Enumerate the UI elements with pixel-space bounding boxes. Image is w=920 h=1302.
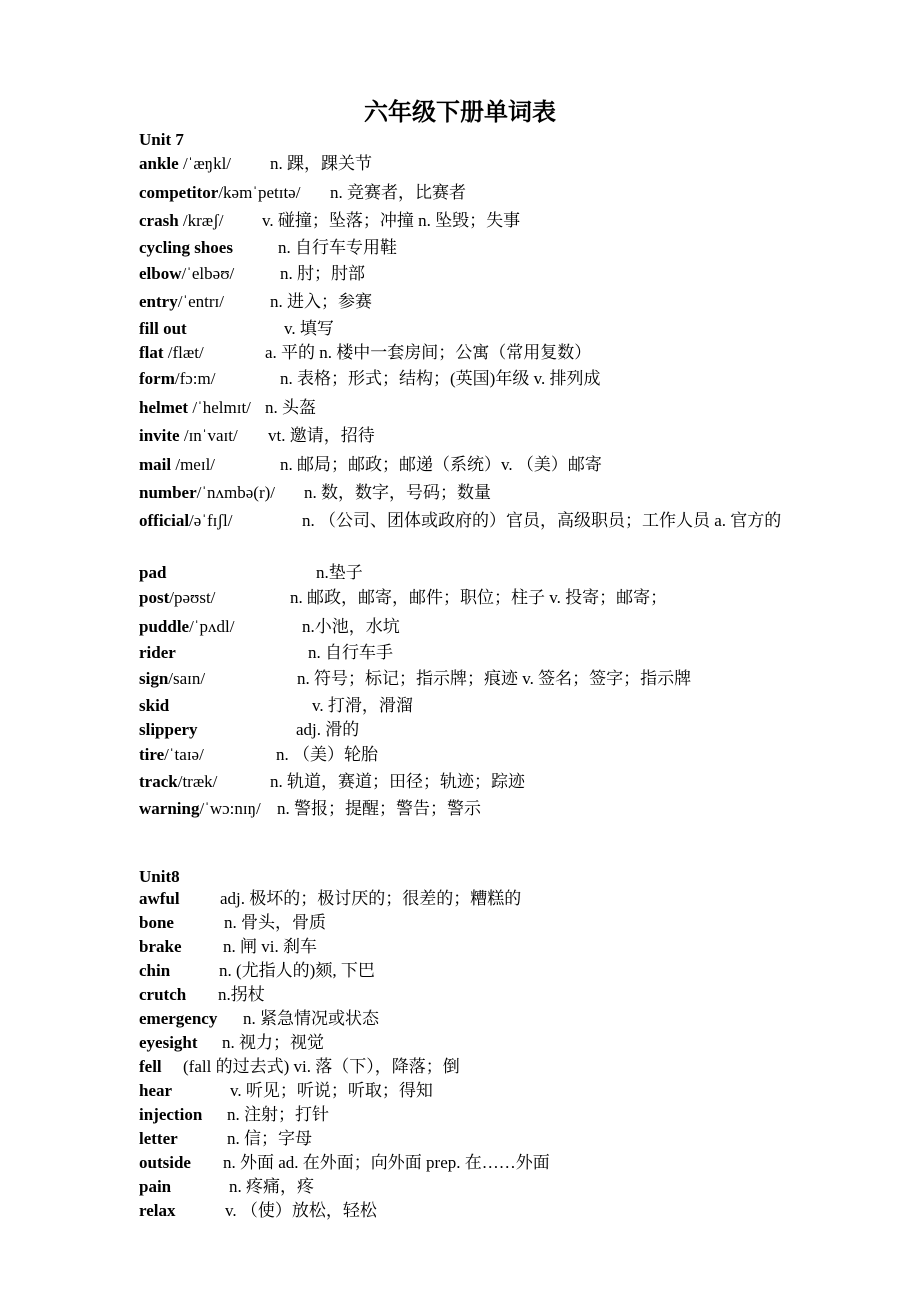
vocab-entry (139, 561, 789, 585)
vocab-word: eyesight (139, 1033, 198, 1052)
vocab-word: chin (139, 961, 171, 980)
vocab-entry (139, 317, 789, 341)
vocab-entry (139, 290, 789, 314)
vocab-phonetic: /ˈhelmɪt/ (188, 398, 251, 417)
vocab-definition: v. 碰撞；坠落；冲撞 n. 坠毁；失事 (262, 211, 521, 230)
vocab-entry (139, 262, 789, 286)
vocab-word: entry (139, 292, 178, 311)
vocab-definition: n. 视力；视觉 (222, 1033, 324, 1052)
vocab-word: flat (139, 343, 164, 362)
vocab-word: form (139, 369, 175, 388)
vocab-entry (139, 797, 789, 821)
vocab-definition: n. (尤指人的)颏, 下巴 (219, 961, 375, 980)
vocab-word: brake (139, 937, 182, 956)
vocab-word: sign (139, 669, 169, 688)
vocab-definition: v. 填写 (284, 319, 334, 338)
vocab-word: crutch (139, 985, 187, 1004)
vocab-phonetic: /ˈpʌdl/ (189, 617, 235, 636)
vocab-definition: n. 注射；打针 (227, 1105, 329, 1124)
vocab-definition: adj. 极坏的；极讨厌的；很差的；糟糕的 (220, 889, 522, 908)
vocab-entry (139, 1175, 789, 1199)
vocab-word: ankle (139, 154, 179, 173)
vocab-entry (139, 209, 789, 233)
vocab-word: warning (139, 799, 200, 818)
vocab-entry (139, 983, 789, 1007)
vocab-word: invite (139, 426, 180, 445)
vocab-word: awful (139, 889, 180, 908)
vocab-definition: a. 平的 n. 楼中一套房间；公寓（常用复数） (265, 343, 592, 362)
vocab-word: bone (139, 913, 174, 932)
vocab-definition: n. 骨头，骨质 (224, 913, 326, 932)
vocab-definition: n.小池，水坑 (302, 617, 400, 636)
vocab-phonetic: /saɪn/ (168, 669, 206, 688)
vocab-word: helmet (139, 398, 189, 417)
vocab-word: number (139, 483, 197, 502)
vocab-entry (139, 743, 789, 767)
vocab-definition: (fall 的过去式) vi. 落（下），降落；倒 (183, 1057, 460, 1076)
vocab-entry (139, 694, 789, 718)
vocab-entry (139, 509, 789, 533)
vocab-entry (139, 424, 789, 448)
vocab-phonetic: /əˈfɪʃl/ (189, 511, 233, 530)
vocab-definition: n. 轨道，赛道；田径；轨迹；踪迹 (270, 772, 525, 791)
vocab-entry (139, 453, 789, 477)
vocab-entry (139, 911, 789, 935)
vocab-phonetic: /meɪl/ (171, 455, 216, 474)
vocab-word: injection (139, 1105, 203, 1124)
vocab-word: tire (139, 745, 165, 764)
vocab-entry (139, 181, 789, 205)
vocab-word: skid (139, 696, 170, 715)
vocab-phonetic: /flæt/ (163, 343, 204, 362)
vocab-entry (139, 770, 789, 794)
vocab-definition: n.垫子 (316, 563, 363, 582)
vocab-word: pain (139, 1177, 172, 1196)
vocab-word: slippery (139, 720, 198, 739)
vocab-entry (139, 887, 789, 911)
vocab-definition: n.拐杖 (218, 985, 265, 1004)
vocab-word: emergency (139, 1009, 218, 1028)
vocab-definition: n. 信；字母 (227, 1129, 312, 1148)
vocab-definition: n. 表格；形式；结构；(英国)年级 v. 排列成 (280, 369, 601, 388)
vocab-definition: n. 竞赛者，比赛者 (330, 183, 466, 202)
vocab-definition: n. （美）轮胎 (276, 745, 378, 764)
vocab-entry (139, 1127, 789, 1151)
vocab-entry (139, 367, 789, 391)
vocab-definition: n. 警报；提醒；警告；警示 (277, 799, 481, 818)
vocab-definition: n. 邮政，邮寄，邮件；职位；柱子 v. 投寄；邮寄； (290, 588, 668, 607)
vocab-word: outside (139, 1153, 191, 1172)
vocab-definition: adj. 滑的 (296, 720, 360, 739)
vocab-phonetic: /ˈnʌmbə(r)/ (196, 483, 275, 502)
vocab-entry (139, 586, 789, 610)
vocab-phonetic: /pəʊst/ (169, 588, 216, 607)
vocab-phonetic: /kræʃ/ (178, 211, 224, 230)
vocab-entry (139, 396, 789, 420)
vocab-definition: n. 踝，踝关节 (270, 154, 372, 173)
vocab-phonetic: /kəmˈpetɪtə/ (218, 183, 301, 202)
vocab-entry (139, 1055, 789, 1079)
vocab-definition: v. 打滑，滑溜 (312, 696, 413, 715)
vocab-word: official (139, 511, 190, 530)
vocab-entry (139, 935, 789, 959)
vocab-definition: n. 头盔 (265, 398, 316, 417)
vocab-definition: n. （公司、团体或政府的）官员，高级职员；工作人员 a. 官方的 (302, 511, 782, 530)
vocab-phonetic: /ˈæŋkl/ (178, 154, 232, 173)
vocab-phonetic: /træk/ (177, 772, 218, 791)
vocab-definition: v. 听见；听说；听取；得知 (230, 1081, 433, 1100)
vocab-definition: n. 自行车专用鞋 (278, 238, 397, 257)
vocab-word: competitor (139, 183, 219, 202)
vocab-definition: n. 邮局；邮政；邮递（系统）v. （美）邮寄 (280, 455, 602, 474)
vocab-word: elbow (139, 264, 182, 283)
vocab-entry (139, 615, 789, 639)
vocab-phonetic: /ˈtaɪə/ (164, 745, 204, 764)
vocab-phonetic: /fɔ:m/ (174, 369, 216, 388)
vocab-word: hear (139, 1081, 173, 1100)
vocab-word: crash (139, 211, 179, 230)
vocab-word: rider (139, 643, 176, 662)
vocab-definition: n. 进入；参赛 (270, 292, 372, 311)
vocab-entry (139, 481, 789, 505)
vocab-entry (139, 959, 789, 983)
vocab-word: track (139, 772, 178, 791)
vocab-word: relax (139, 1201, 176, 1220)
vocab-word: mail (139, 455, 172, 474)
vocab-entry (139, 718, 789, 742)
vocab-phonetic: /ˈwɔ:nɪŋ/ (199, 799, 261, 818)
vocab-entry (139, 1079, 789, 1103)
vocab-entry (139, 1007, 789, 1031)
vocab-entry (139, 641, 789, 665)
vocab-entry (139, 1103, 789, 1127)
vocab-entry (139, 1199, 789, 1223)
vocab-word: pad (139, 563, 167, 582)
unit7-title: Unit 7 (139, 130, 184, 149)
vocab-entry (139, 236, 789, 260)
vocab-definition: n. 数，数字，号码；数量 (304, 483, 491, 502)
unit8-title: Unit8 (139, 867, 180, 886)
vocab-entry (139, 667, 789, 691)
vocab-entry (139, 1151, 789, 1175)
vocab-definition: n. 自行车手 (308, 643, 393, 662)
vocab-entry (139, 152, 789, 176)
vocab-definition: n. 紧急情况或状态 (243, 1009, 379, 1028)
vocab-phonetic: /ˈelbəʊ/ (181, 264, 235, 283)
vocab-word: post (139, 588, 170, 607)
vocab-word: fell (139, 1057, 162, 1076)
vocab-definition: n. 闸 vi. 刹车 (223, 937, 317, 956)
vocab-phonetic: /ɪnˈvaɪt/ (179, 426, 238, 445)
vocab-definition: n. 外面 ad. 在外面；向外面 prep. 在……外面 (223, 1153, 550, 1172)
vocab-word: puddle (139, 617, 190, 636)
vocab-entry (139, 341, 789, 365)
vocab-phonetic: /ˈentrɪ/ (177, 292, 224, 311)
page-title: 六年级下册单词表 (364, 100, 556, 126)
vocab-word: cycling shoes (139, 238, 233, 257)
vocab-definition: n. 疼痛，疼 (229, 1177, 314, 1196)
vocab-entry (139, 1031, 789, 1055)
vocab-definition: n. 符号；标记；指示牌；痕迹 v. 签名；签字；指示牌 (297, 669, 692, 688)
vocab-definition: vt. 邀请，招待 (268, 426, 375, 445)
vocab-word: fill out (139, 319, 187, 338)
vocab-word: letter (139, 1129, 178, 1148)
vocab-definition: n. 肘；肘部 (280, 264, 365, 283)
vocab-definition: v. （使）放松，轻松 (225, 1201, 377, 1220)
